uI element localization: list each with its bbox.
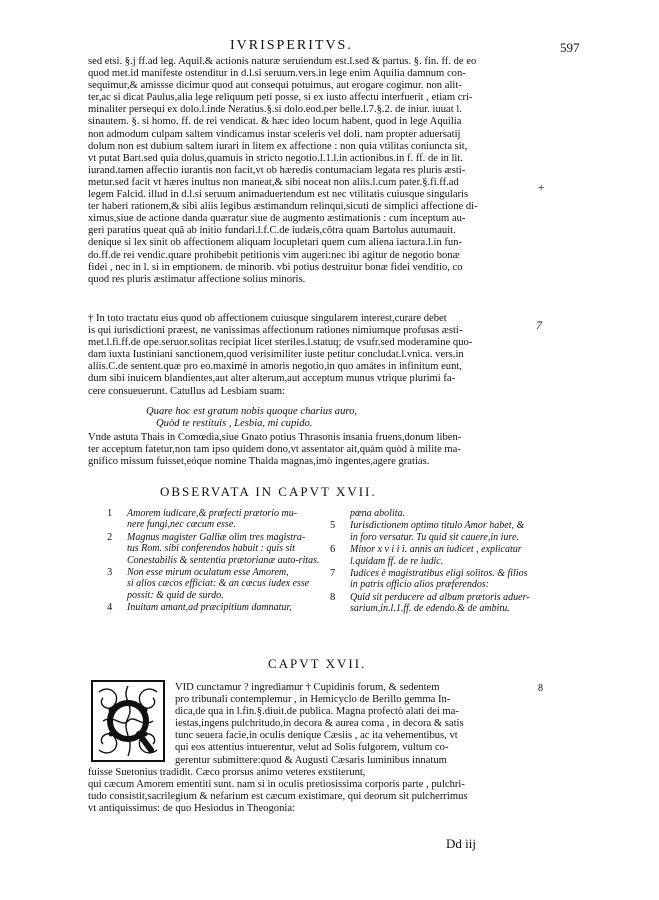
item-text-cont: sarium,in.l.1.ff. de edendo.& de ambitu.: [350, 603, 510, 615]
item-text: pœna abolita.: [350, 508, 406, 519]
text-line: sed etsi. §.j ff.ad leg. Aquil.& actionis naturæ seruiendum est.l.sed & partus. §. fin. ff. de eo: [88, 56, 477, 67]
text-line: pro tribunali contemplemur , in Hemicyclo de Berillo gemma In-: [175, 694, 451, 706]
paragraph-1: [88, 56, 533, 286]
item-number: 5: [330, 520, 336, 532]
text-line: ximus,siue de actione danda quæratur siue de augmento æstimationis : cum inceptum au-: [88, 213, 466, 225]
observata-heading: OBSERVATA IN CAPVT XVII.: [160, 484, 377, 499]
item-text-cont: tus Rom. sibi conferendos habuit : quis sit Conestabilis & sententia prætorianæ auto-ritas.: [127, 543, 320, 566]
observata-left-column: [107, 508, 325, 615]
observata-item: [107, 567, 325, 601]
text-line: qui cæcum Amorem ementiti sunt. nam si in oculis pretiosissima corporis parte , pulchri-: [88, 779, 465, 791]
item-text: Iurisdictionem optimo titulo Amor habet, &: [350, 520, 525, 532]
observata-item: [330, 544, 536, 567]
chapter-text-full: [88, 767, 533, 815]
item-text: Non esse mirum oculatum esse Amorem,: [127, 567, 289, 579]
observata-right-column: [330, 508, 536, 616]
text-line: iurand.tamen affectio iurantis non facit,vt ob hæredis contumaciam legata res pluris æsti-: [88, 164, 466, 176]
paragraph-2: [88, 313, 533, 398]
text-line: sinautem. §. si homo. ff. de rei vendicat. & hæc ideo locum habent, quod in lege Aquilia: [88, 116, 462, 128]
item-number: 6: [330, 544, 336, 556]
text-line: ter acceptum fatetur,non tam ipso quidem dono,vt assentator ait,quàm quòd à milite ma-: [88, 444, 461, 456]
margin-note-8: 8: [538, 683, 543, 694]
text-line: fidei , nec in l. si in emptionem. de minorib. vbi potius destruitur bonæ fidei venditio, co: [88, 261, 463, 273]
text-line: VID cunctamur ? ingrediamur † Cupidinis forum, & sedentem: [175, 682, 440, 693]
item-text: Magnus magister Galliæ olim tres magistra-: [127, 531, 306, 543]
text-line: gnifico missum fuisset,eóque nomine Thaida magnas,imò ingentes,agere gratias.: [88, 456, 430, 468]
text-line: dolum non est dubium saltem iurari in litem ex affectione : non quia vtilitas coniuncta sit,: [88, 140, 468, 152]
observata-item-continuation: [330, 508, 536, 519]
text-line: tudo consistit,sacrilegium & nefarium est cæcum existimare, qui deorum sit pulcherrimus: [88, 791, 468, 803]
text-line: is qui iurisdictioni præest, ne vanissimas affectionum rationes nimiumque profusas æsti-: [88, 325, 463, 337]
text-line: qui eos attentius intuerentur, velut ad Solis fulgorem, vultum co-: [175, 742, 449, 754]
item-text-cont: nere fungi,nec cæcum esse.: [127, 519, 236, 531]
item-text-cont: in foro versatur. Tu quid sit cauere,in iure.: [350, 531, 519, 543]
text-line: sequimur,& amissse dicimur quod aut consequi potuimus, aut erogare cogimur. non alit-: [88, 80, 462, 92]
text-line: met.l.fi.ff.de ope.seruor.solitas recipiat licet steriles.l.statuq; de vsufr.sed moderamine quo-: [88, 337, 473, 349]
item-text: Amorem iudicare,& præfecti prætorio mu-: [127, 508, 298, 519]
text-line: iestas,ingens pulchritudo,in decora & aurea coma , in decora & satis: [175, 718, 464, 730]
text-line: non admodum culpam saltem vindicamus instar sceleris vel doli. nam propter aduersatij: [88, 128, 461, 140]
text-line: quod met.id manifeste ostenditur in d.l.si seruum.vers.in lege enim Aquilia damnum con-: [88, 68, 466, 80]
item-number: 7: [330, 568, 336, 580]
decorated-initial-q-icon: [91, 680, 165, 762]
text-line: do.ff.de rei vendic.quare prohibebit petitionis vim augeri:nec ibi agitur de negotio bonæ: [88, 249, 460, 261]
margin-mark-plus: +: [537, 180, 546, 194]
item-text: Minor x v i i i. annis an iudicet , explicatur: [350, 544, 522, 556]
text-line: ter haberi rationem,& sibi aliis legibus æstimandum relinqui,sicuti de simplici affectione di-: [88, 201, 478, 213]
chapter-text-indented: [175, 682, 535, 767]
text-line: minaliter persequi ex dolo.l.inde Neratius.§.si dolo.eod.per belle.l.7.§.2. de iniur. iuuat l.: [88, 104, 462, 116]
text-line: dum sibi inuicem blandientes,aut alter alterum,aut acceptum munus vtrique plurimi fa-: [88, 373, 456, 385]
text-line: cere consueuerunt. Catullus ad Lesbiam suam:: [88, 385, 286, 397]
verse-line: Quare hoc est gratum nobis quoque charius auro,: [146, 406, 358, 417]
item-text: Quid sit perducere ad album prætoris aduer-: [350, 591, 530, 603]
text-line: † In toto tractatu eius quod ob affectionem cuiusque singularem interest,curare debet: [88, 313, 447, 324]
text-line: aliis.C.de sentent.quæ pro eo.maximè in amoris negotio,in quo amátes in infinitum eunt,: [88, 361, 462, 373]
running-head: IVRISPERITVS.: [230, 38, 353, 53]
verse-line: Quòd te restituis , Lesbia, mi cupido.: [156, 418, 313, 429]
item-number: 8: [330, 591, 336, 603]
text-line: vt antiquissimus: de quo Hesiodus in Theogonia:: [88, 803, 295, 815]
observata-item: [107, 532, 325, 566]
item-text: Inuitam amant,ad præcipitium damnatur,: [127, 602, 292, 614]
observata-item: [330, 568, 536, 591]
chapter-heading: CAPVT XVII.: [268, 656, 367, 671]
item-text-cont: si alios cæcos efficiat: & an cæcus iudex esse possit: & quid de surdo.: [127, 578, 310, 601]
text-line: legem Falcid. illud in d.l.si seruum animaduertendum est nec vtilitatis cuiusque singularis: [88, 189, 469, 201]
item-number: 2: [107, 531, 113, 543]
text-line: ter,ac si dicat Paulus,alia lege reliquum peti posse, si ex iusto affectu interfuerit , etiam cri-: [88, 92, 473, 104]
text-line: vt putat Bart.sed quia dolus,quamuis in stricto negotio.l.1.l.in actionibus.in f. ff. de in lit.: [88, 152, 463, 164]
item-number: 3: [107, 567, 113, 579]
text-line: tunc seuera facie,in oculis denique Cæsiis , ac ita vehementibus, vt: [175, 730, 458, 742]
observata-item: [330, 520, 536, 543]
observata-item: [330, 592, 536, 615]
item-text-cont: in patris officio alios præferendos:: [350, 579, 490, 591]
text-line: quod res pluris æstimatur affectione solius minoris.: [88, 273, 306, 285]
observata-item: [107, 508, 325, 531]
text-line: metur.sed facit vt hæres inultus non maneat,& sibi noceat non aliis.l.cum pater.§.fi.ff.ad: [88, 176, 459, 188]
item-number: 1: [107, 508, 113, 519]
text-line: dam iuxta Iustiniani sanctionem,quod verisimiliter iuste petitur concludat.l.vnica. vers.in: [88, 349, 464, 361]
margin-mark-7: 7: [536, 318, 542, 332]
text-line: fuisse Suetonius tradidit. Cæco prorsus animo veteres exstiterunt,: [88, 767, 366, 778]
text-line: geri paratius queat quã ab initio fundari.l.f.C.de iudæis,cõtra quam Bartolus autumauit.: [88, 225, 456, 237]
item-text: Iudices è magistratibus eligi solitos. & filios: [350, 568, 528, 580]
page-number: 597: [560, 40, 580, 55]
signature-mark: Dd iij: [446, 836, 476, 851]
text-line: dica,de qua in l.fin.§.diuit.de publica. Magna profectò alati dei ma-: [175, 706, 459, 718]
text-line: gerentur submittere:quod & Augusti Cæsaris luminibus innatum: [175, 754, 447, 766]
item-text-cont: l.quidam ff. de re iudic.: [350, 555, 444, 567]
text-line: denique si lex sinit ob affectionem aliquam locupletari quem cum aliena iactura.l.in fun-: [88, 237, 462, 249]
paragraph-3: [88, 432, 533, 468]
text-line: Vnde astuta Thais in Comœdia,siue Gnato potius Thrasonis insania fruens,donum liben-: [88, 432, 462, 443]
item-number: 4: [107, 602, 113, 614]
observata-item: [107, 602, 325, 613]
